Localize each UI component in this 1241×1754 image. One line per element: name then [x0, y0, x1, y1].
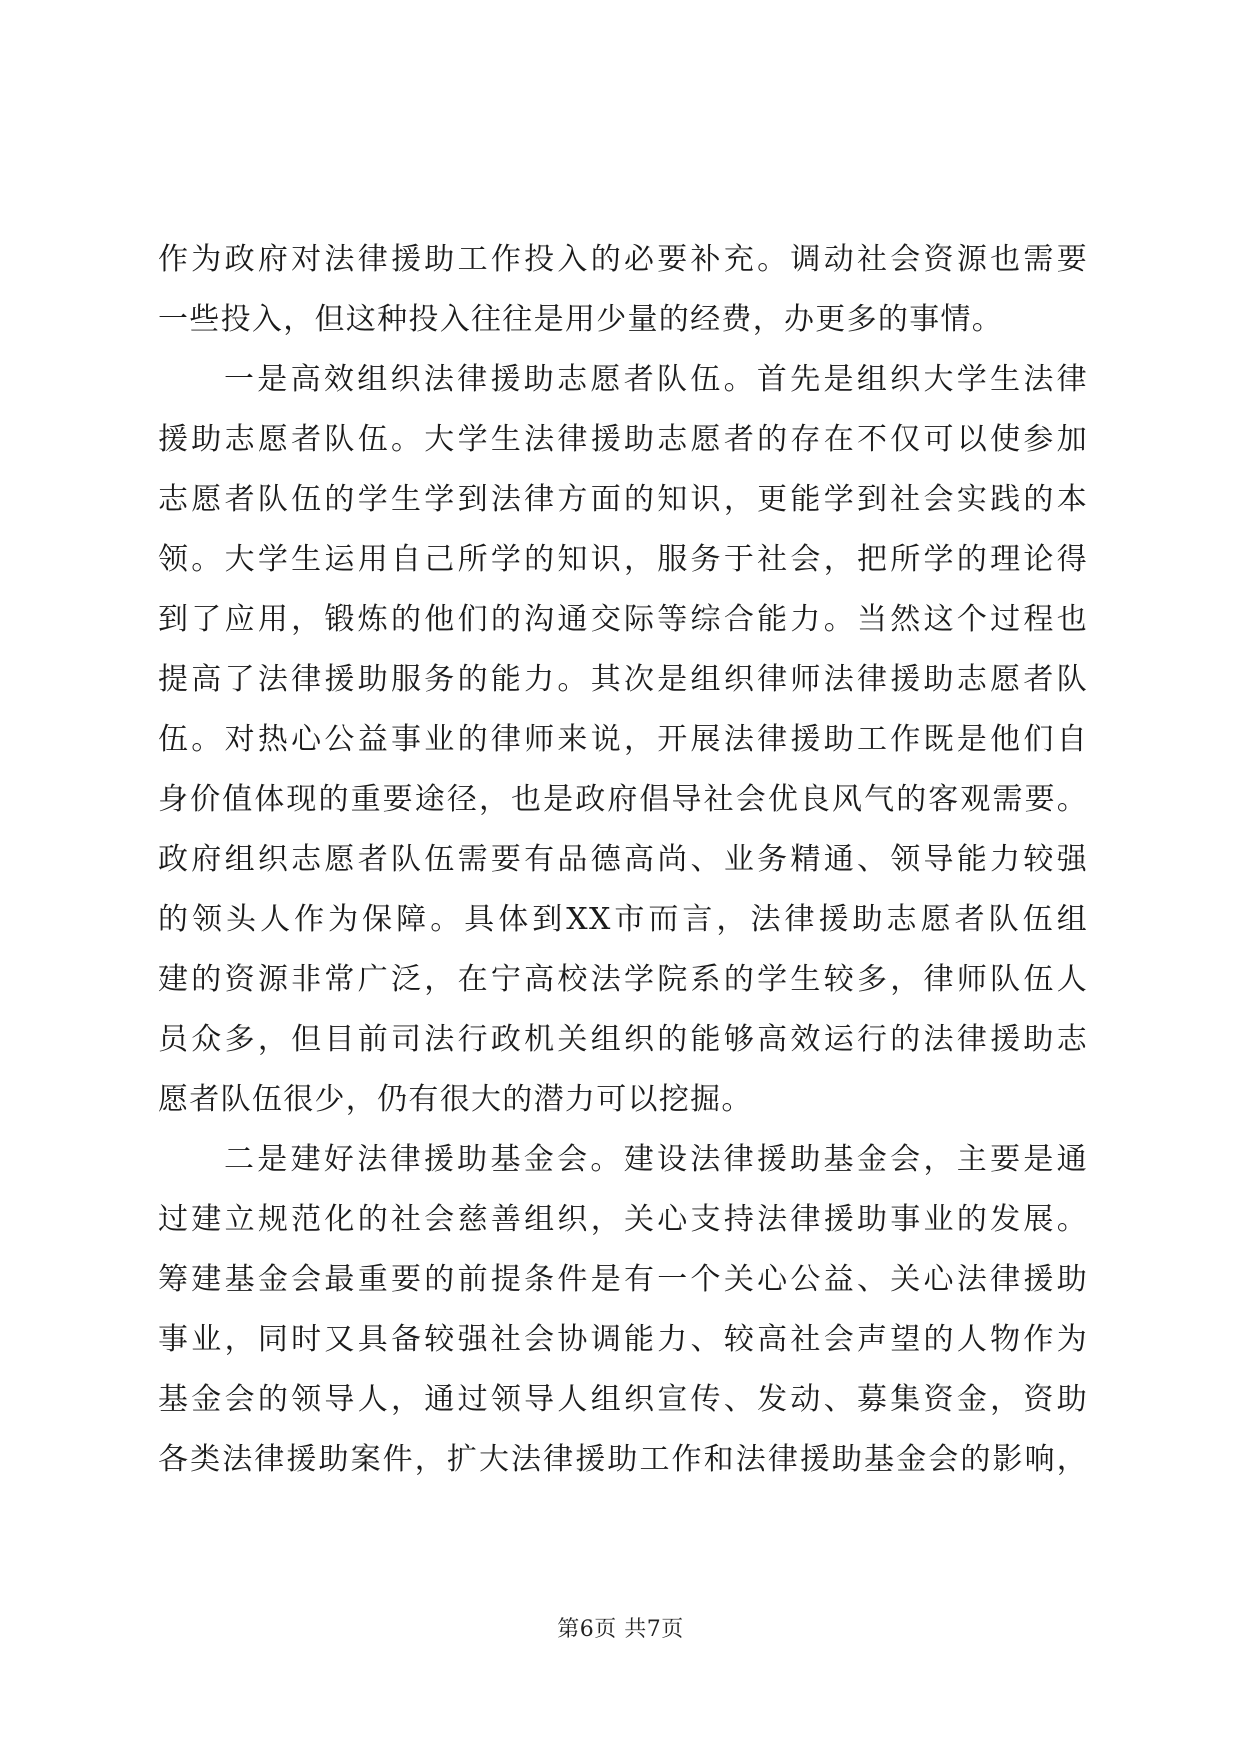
text-line: 作为政府对法律援助工作投入的必要补充。调动社会资源也需要: [158, 242, 1088, 277]
text-line: 事业，同时又具备较强社会协调能力、较高社会声望的人物作为: [158, 1322, 1088, 1357]
document-body: [158, 230, 1088, 1490]
text-line: 一些投入，但这种投入往往是用少量的经费，办更多的事情。: [158, 302, 1004, 337]
text-line: 各类法律援助案件，扩大法律援助工作和法律援助基金会的影响，: [158, 1442, 1088, 1477]
page-number: 第6页 共7页: [557, 1617, 684, 1642]
text-line: 愿者队伍很少，仍有很大的潜力可以挖掘。: [158, 1082, 753, 1117]
text-line: 身价值体现的重要途径，也是政府倡导社会优良风气的客观需要。: [158, 782, 1088, 817]
text-line: 筹建基金会最重要的前提条件是有一个关心公益、关心法律援助: [158, 1262, 1088, 1297]
text-line: 基金会的领导人，通过领导人组织宣传、发动、募集资金，资助: [158, 1382, 1088, 1417]
text-line: 到了应用，锻炼的他们的沟通交际等综合能力。当然这个过程也: [158, 602, 1088, 637]
text-line: 员众多，但目前司法行政机关组织的能够高效运行的法律援助志: [158, 1022, 1088, 1057]
text-line: 政府组织志愿者队伍需要有品德高尚、业务精通、领导能力较强: [158, 842, 1088, 877]
text-line: 的领头人作为保障。具体到XX市而言，法律援助志愿者队伍组: [158, 902, 1088, 937]
paragraph-first-line: 一是高效组织法律援助志愿者队伍。首先是组织大学生法律: [224, 362, 1088, 397]
text-line: 领。大学生运用自己所学的知识，服务于社会，把所学的理论得: [158, 542, 1088, 577]
text-line: 建的资源非常广泛，在宁高校法学院系的学生较多，律师队伍人: [158, 962, 1088, 997]
paragraph-first-line: 二是建好法律援助基金会。建设法律援助基金会，主要是通: [224, 1142, 1088, 1177]
text-line: 援助志愿者队伍。大学生法律援助志愿者的存在不仅可以使参加: [158, 422, 1088, 457]
text-line: 过建立规范化的社会慈善组织，关心支持法律援助事业的发展。: [158, 1202, 1088, 1237]
text-line: 伍。对热心公益事业的律师来说，开展法律援助工作既是他们自: [158, 722, 1088, 757]
text-line: 志愿者队伍的学生学到法律方面的知识，更能学到社会实践的本: [158, 482, 1088, 517]
text-line: 提高了法律援助服务的能力。其次是组织律师法律援助志愿者队: [158, 662, 1088, 697]
